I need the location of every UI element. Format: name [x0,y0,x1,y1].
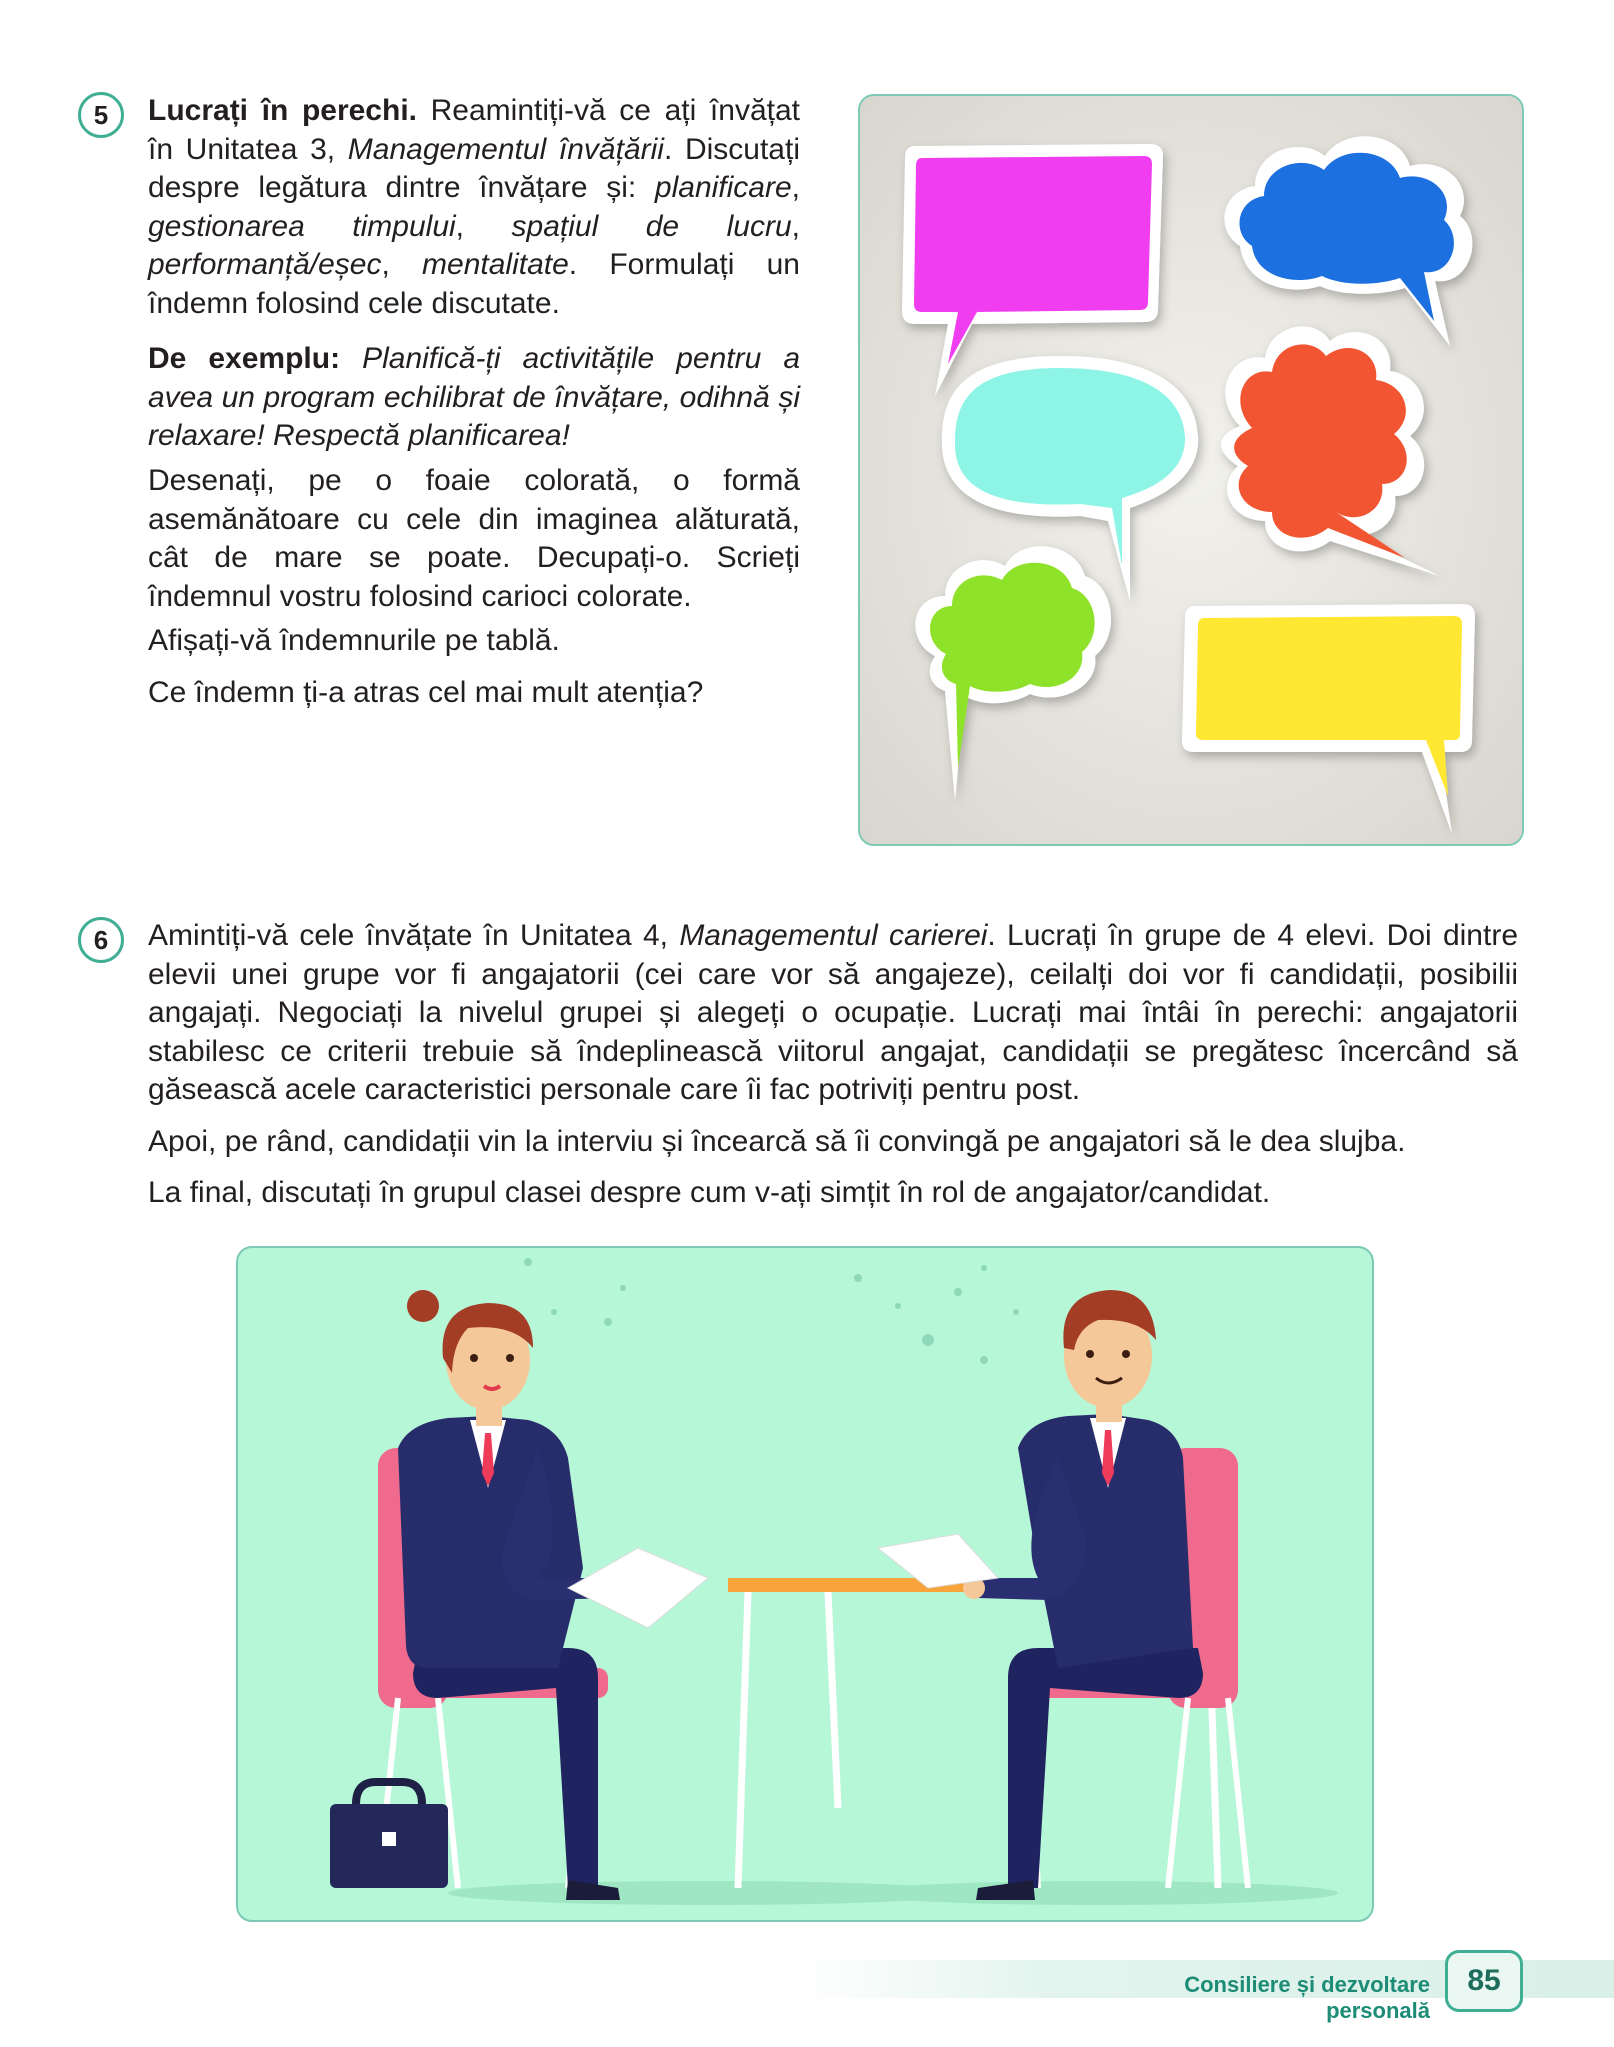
decorative-dots [485,1258,1019,1364]
topic-timpului: gestionarea timpului [148,209,456,243]
exercise-6-unit: Managementul carierei [679,919,988,952]
job-interview-graphic [238,1248,1372,1920]
speech-bubbles-graphic [860,96,1522,844]
exercise-6-text-after: . Lucrați în grupe de 4 elevi. Doi dintre elevii unei grupe vor fi angajatorii (cei care vor să angajeze), ceilalți doi vor fi candidații, posibilii angajați. Negociați la nivelul grupei și alegeți o ocupație. Lucrați mai întâi în perechi: angajatorii stabilesc ce criterii trebuie să îndeplinească viitorul angajat, candidații se pregătesc încercând să găsească acele caracteristici personale care îi fac potriviți pentru post. [148,919,1518,1106]
topic-performanta: performanță/eșec [148,248,382,281]
sep: , [381,248,423,281]
topic-planificare: planificare [654,171,792,204]
exercise-5-lead-text: Reamintiți-vă ce ați învățat în Unitatea 3, [148,94,800,166]
exercise-6-number: 6 [78,917,124,963]
sep: , [791,171,800,204]
exercise-5-after-unit: . Discutați despre legătura dintre învățare și: [148,132,800,204]
example-text: Planifică-ți activitățile pentru a avea un program echilibrat de învățare, odihnă și relaxare! Respectă planificarea! [148,342,801,452]
floor-shadow [858,1881,1338,1905]
exercise-5-example [148,340,800,456]
exercise-5-after-topics: . Formulați un îndemn folosind cele discutate. [148,248,800,320]
exercise-6-para2: Apoi, pe rând, candidații vin la interviu și încearcă să îi convingă pe angajatori să le dea slujba. [148,1125,1406,1158]
sep: , [791,209,800,243]
footer-book-title: Consiliere și dezvoltare personală [1184,1972,1430,2023]
exercise-5-unit: Managementul învățării [347,132,664,166]
speech-bubbles-illustration [858,94,1524,846]
exercise-5-display: Afișați-vă îndemnurile pe tablă. [148,624,560,657]
exercise-6-text [148,917,1518,1110]
example-label: De exemplu: [148,342,341,375]
exercise-5-intro [148,92,800,323]
man-candidate [878,1290,1203,1900]
exercise-5-question: Ce îndemn ți-a atras cel mai mult atenția? [148,676,704,709]
exercise-5-number: 5 [78,92,124,138]
exercise-5-lead: Lucrați în perechi. [148,94,417,127]
topic-spatiul: spațiul de lucru [511,209,792,243]
sep: , [455,209,512,243]
topic-mentalitate: mentalitate [422,248,569,281]
job-interview-illustration [236,1246,1374,1922]
page-number: 85 [1445,1950,1523,2012]
exercise-6-text-before: Amintiți-vă cele învățate în Unitatea 4, [148,919,680,952]
exercise-5-instruction: Desenați, pe o foaie colorată, o formă asemănătoare cu cele din imaginea alăturată, cât de mare se poate. Decupați-o. Scrieți îndemnul vostru folosind carioci colorate. [148,464,800,613]
exercise-6-para3: La final, discutați în grupul clasei despre cum v-ați simțit în rol de angajator/candidat. [148,1176,1271,1209]
